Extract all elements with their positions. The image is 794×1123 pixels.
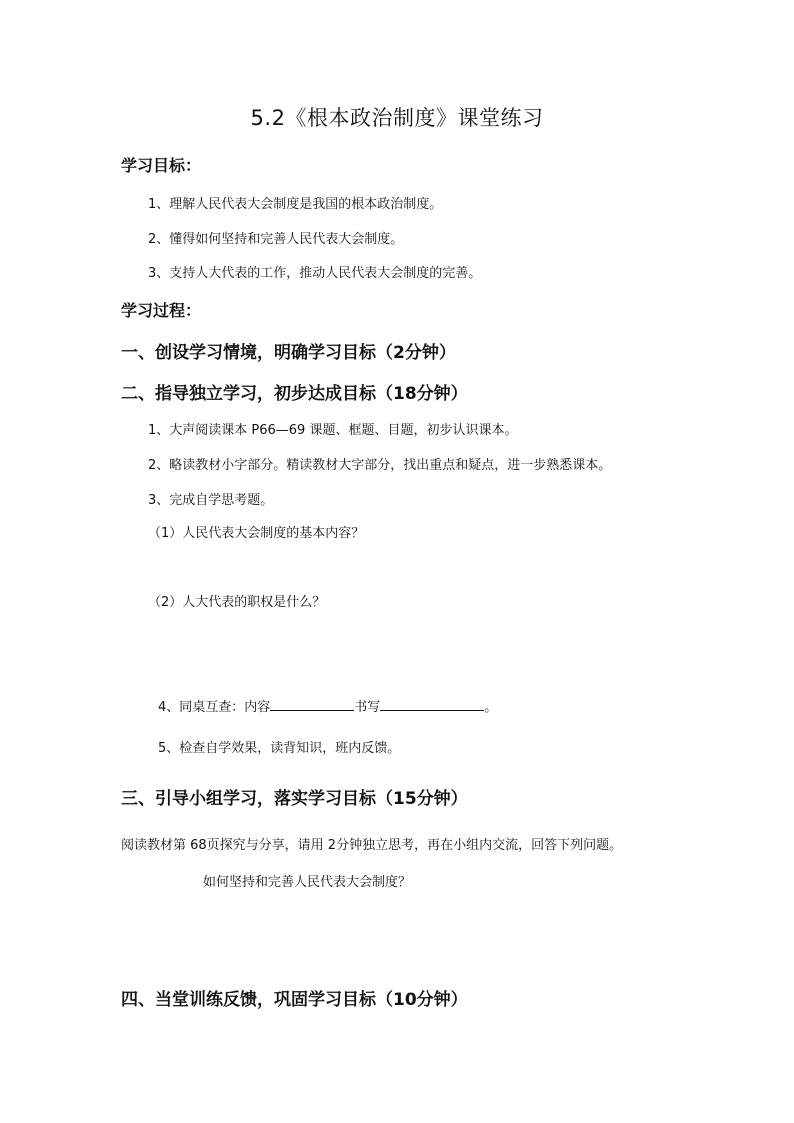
objective-item: 1、理解人民代表大会制度是我国的根本政治制度。 (148, 197, 443, 212)
peer-check-suffix: 。 (484, 700, 498, 715)
peer-check-line (158, 696, 497, 715)
section-2-item: 3、完成自学思考题。 (148, 493, 274, 508)
objective-item: 3、支持人大代表的工作，推动人民代表大会制度的完善。 (148, 266, 482, 281)
section-3-instruction: 阅读教材第 68页探究与分享，请用 2分钟独立思考，再在小组内交流，回答下列问题。 (121, 838, 623, 853)
section-3-question: 如何坚持和完善人民代表大会制度？ (203, 875, 412, 890)
section-1-heading: 一、创设学习情境，明确学习目标（2分钟） (121, 343, 456, 363)
process-heading: 学习过程： (121, 301, 202, 320)
section-2-item: 1、大声阅读课本 P66—69 课题、框题、目题，初步认识课本。 (148, 423, 518, 438)
section-3-heading: 三、引导小组学习，落实学习目标（15分钟） (121, 789, 468, 809)
writing-blank[interactable] (380, 698, 484, 711)
self-study-question: （2）人大代表的职权是什么？ (148, 595, 326, 610)
section-2-item: 2、略读教材小字部分。精读教材大字部分，找出重点和疑点，进一步熟悉课本。 (148, 458, 612, 473)
peer-check-middle: 书写 (354, 700, 381, 715)
objectives-heading: 学习目标： (121, 156, 202, 175)
section-2-heading: 二、指导独立学习，初步达成目标（18分钟） (121, 384, 468, 404)
content-blank[interactable] (270, 698, 354, 711)
peer-check-prefix: 4、同桌互查：内容 (158, 700, 271, 715)
section-4-heading: 四、当堂训练反馈，巩固学习目标（10分钟） (121, 990, 468, 1010)
objective-item: 2、懂得如何坚持和完善人民代表大会制度。 (148, 232, 404, 247)
section-2-item-5: 5、检查自学效果，读背知识，班内反馈。 (158, 741, 401, 756)
self-study-question: （1）人民代表大会制度的基本内容？ (148, 526, 365, 541)
page-title: 5.2《根本政治制度》课堂练习 (250, 106, 544, 130)
